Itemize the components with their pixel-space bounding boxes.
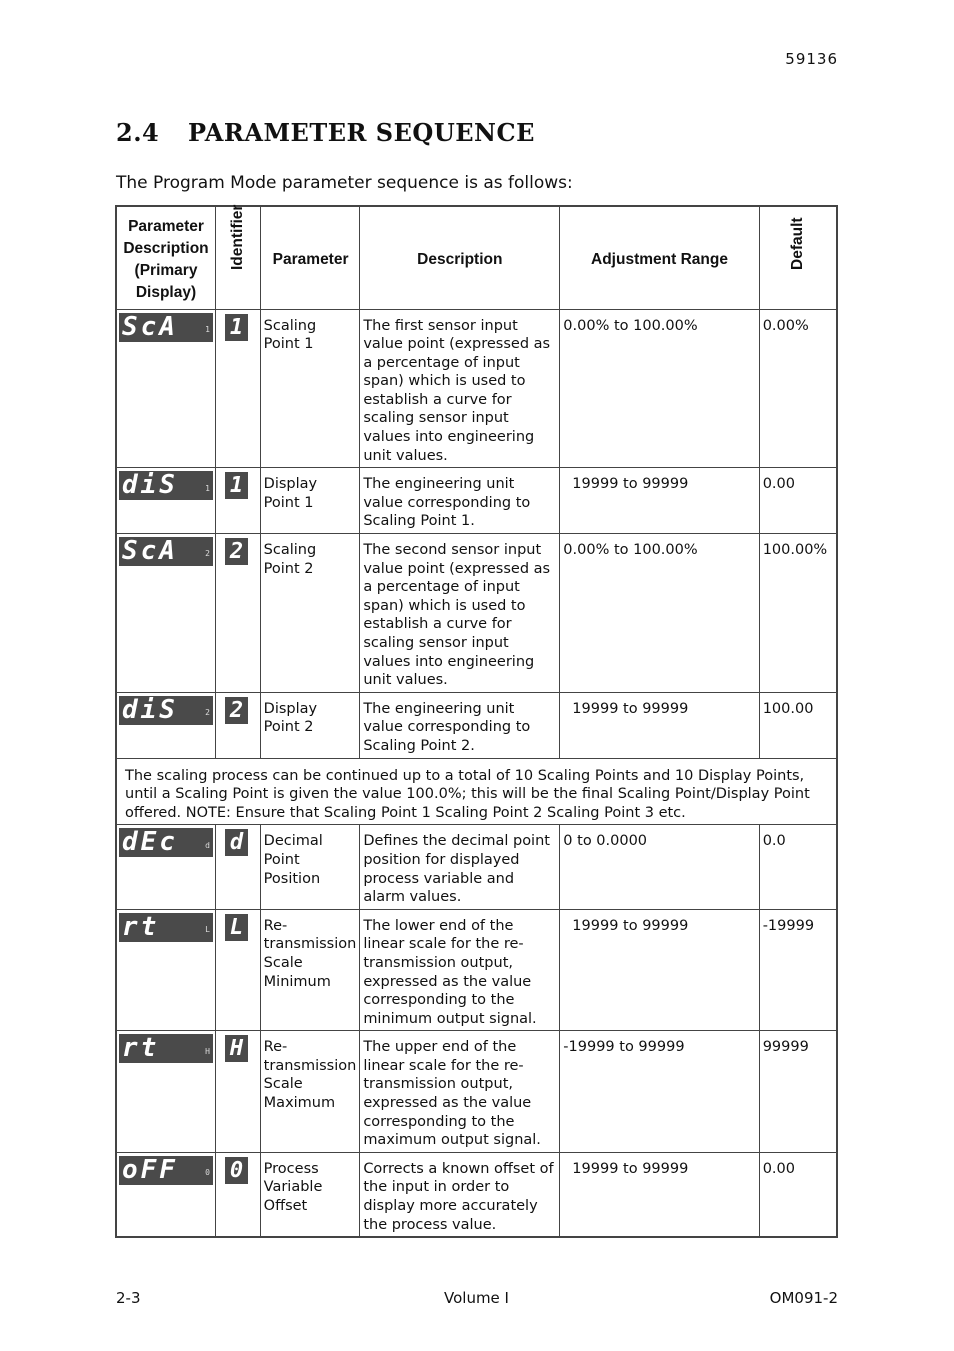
- lcd-display: [119, 1156, 213, 1185]
- description-cell: Defines the decimal point position for displayed process variable and alarm values.: [360, 825, 560, 909]
- lcd-sub-digit: 1: [205, 483, 210, 493]
- range-cell: 0.00% to 100.00%: [560, 309, 759, 468]
- default-cell: 0.00: [759, 1152, 837, 1237]
- range-cell: 19999 to 99999: [560, 692, 759, 758]
- lcd-sub-digit: 2: [205, 549, 210, 559]
- table-row: [116, 909, 837, 1031]
- range-cell: 19999 to 99999: [560, 909, 759, 1031]
- lcd-display-cell: [116, 1031, 216, 1153]
- footer-volume: Volume I: [444, 1289, 509, 1307]
- lcd-display: [119, 470, 213, 530]
- lcd-sub-digit: H: [205, 1046, 210, 1056]
- table-body-b: [116, 825, 837, 1237]
- identifier-cell: [216, 534, 261, 693]
- identifier-glyph: H: [225, 1035, 248, 1062]
- parameter-cell: Scaling Point 1: [260, 309, 360, 468]
- lcd-display-cell: [116, 825, 216, 909]
- lcd-display: [119, 536, 213, 596]
- range-cell: 0.00% to 100.00%: [560, 534, 759, 693]
- lcd-code: rt Lo: [122, 911, 160, 971]
- parameter-cell: Decimal Point Position: [260, 825, 360, 909]
- table-body-a: [116, 309, 837, 758]
- identifier-cell: [216, 309, 261, 468]
- description-cell: Corrects a known offset of the input in order to display more accurately the process value.: [360, 1152, 560, 1237]
- table-row: [116, 468, 837, 534]
- parameter-cell: Display Point 2: [260, 692, 360, 758]
- lcd-sub-digit: L: [205, 925, 210, 935]
- lcd-code: rt Hi: [122, 1033, 160, 1093]
- identifier-glyph: 1: [225, 472, 248, 499]
- range-cell: -19999 to 99999: [560, 1031, 759, 1153]
- default-cell: 0.0: [759, 825, 837, 909]
- default-cell: 99999: [759, 1031, 837, 1153]
- header-description: Parameter Description (Primary Display): [116, 206, 216, 309]
- identifier-cell: [216, 909, 261, 1031]
- table-row: [116, 309, 837, 468]
- description-cell: The first sensor input value point (expressed as a percentage of input span) which is used to establish a curve for scaling sensor input values into engineering unit values.: [360, 309, 560, 468]
- footer-page: 2-3: [116, 1289, 141, 1307]
- lcd-display: [119, 311, 213, 371]
- parameter-cell: Re-transmission Scale Minimum: [260, 909, 360, 1031]
- lcd-code: ScA 2: [122, 536, 178, 596]
- scaling-note: The scaling process can be continued up to a total of 10 Scaling Points and 10 Display Points, until a Scaling Point is given the value 100.0%; this will be the final Scaling Point/Display Point offered. NOTE: Ensure that Scaling Point 1 Scaling Point 2 Scaling Point 3 etc.: [116, 758, 837, 825]
- section-number: 2.4: [116, 118, 160, 147]
- description-cell: The second sensor input value point (expressed as a percentage of input span) which is used to establish a curve for scaling sensor input values into engineering unit values.: [360, 534, 560, 693]
- range-cell: 19999 to 99999: [560, 1152, 759, 1237]
- header-identifier: Identifier: [216, 206, 261, 309]
- header-default: Default: [759, 206, 837, 309]
- document-number: 59136: [785, 50, 838, 68]
- description-cell: The engineering unit value corresponding to Scaling Point 1.: [360, 468, 560, 534]
- identifier-cell: [216, 825, 261, 909]
- header-range: Adjustment Range: [560, 206, 759, 309]
- table-row: [116, 534, 837, 693]
- parameter-cell: Process Variable Offset: [260, 1152, 360, 1237]
- lcd-display-cell: [116, 1152, 216, 1237]
- lcd-display-cell: [116, 468, 216, 534]
- default-cell: 0.00%: [759, 309, 837, 468]
- table-row: [116, 825, 837, 909]
- footer-docref: OM091-2: [769, 1289, 838, 1307]
- table-row: [116, 692, 837, 758]
- lcd-code: ScA 1: [122, 311, 178, 371]
- table-row: [116, 1152, 837, 1237]
- default-cell: 100.00: [759, 692, 837, 758]
- lcd-display: [119, 1033, 213, 1093]
- identifier-cell: [216, 468, 261, 534]
- section-heading: [116, 118, 535, 147]
- lcd-display-cell: [116, 692, 216, 758]
- intro-text: The Program Mode parameter sequence is as follows:: [116, 173, 573, 193]
- lcd-code: oFF: [122, 1154, 178, 1185]
- identifier-glyph: 1: [225, 314, 248, 341]
- identifier-glyph: d: [225, 829, 248, 856]
- lcd-display: [119, 694, 213, 754]
- description-cell: The upper end of the linear scale for the re-transmission output, expressed as the value corresponding to the maximum output signal.: [360, 1031, 560, 1153]
- section-title: PARAMETER SEQUENCE: [188, 118, 535, 147]
- lcd-sub-digit: d: [205, 840, 210, 850]
- lcd-display-cell: [116, 534, 216, 693]
- identifier-glyph: 0: [225, 1157, 248, 1184]
- parameter-cell: Scaling Point 2: [260, 534, 360, 693]
- description-cell: The lower end of the linear scale for the re-transmission output, expressed as the value corresponding to the minimum output signal.: [360, 909, 560, 1031]
- lcd-display: [119, 827, 213, 887]
- lcd-code: dEc P: [122, 827, 178, 887]
- lcd-code: diS 1: [122, 470, 178, 530]
- lcd-display-cell: [116, 309, 216, 468]
- lcd-sub-digit: 0: [205, 1168, 210, 1178]
- identifier-glyph: 2: [225, 697, 248, 724]
- lcd-sub-digit: 2: [205, 708, 210, 718]
- identifier-cell: [216, 692, 261, 758]
- parameter-cell: Re-transmission Scale Maximum: [260, 1031, 360, 1153]
- header-desc: Description: [360, 206, 560, 309]
- lcd-display: [119, 911, 213, 971]
- range-cell: 0 to 0.0000: [560, 825, 759, 909]
- identifier-cell: [216, 1031, 261, 1153]
- range-cell: 19999 to 99999: [560, 468, 759, 534]
- header-parameter: Parameter: [260, 206, 360, 309]
- identifier-glyph: 2: [225, 538, 248, 565]
- lcd-sub-digit: 1: [205, 324, 210, 334]
- description-cell: The engineering unit value corresponding to Scaling Point 2.: [360, 692, 560, 758]
- parameter-table: [115, 205, 838, 1238]
- lcd-display-cell: [116, 909, 216, 1031]
- default-cell: 0.00: [759, 468, 837, 534]
- lcd-code: diS 2.: [122, 694, 178, 754]
- identifier-cell: [216, 1152, 261, 1237]
- identifier-glyph: L: [225, 914, 248, 941]
- default-cell: -19999: [759, 909, 837, 1031]
- table-row: [116, 1031, 837, 1153]
- default-cell: 100.00%: [759, 534, 837, 693]
- parameter-cell: Display Point 1: [260, 468, 360, 534]
